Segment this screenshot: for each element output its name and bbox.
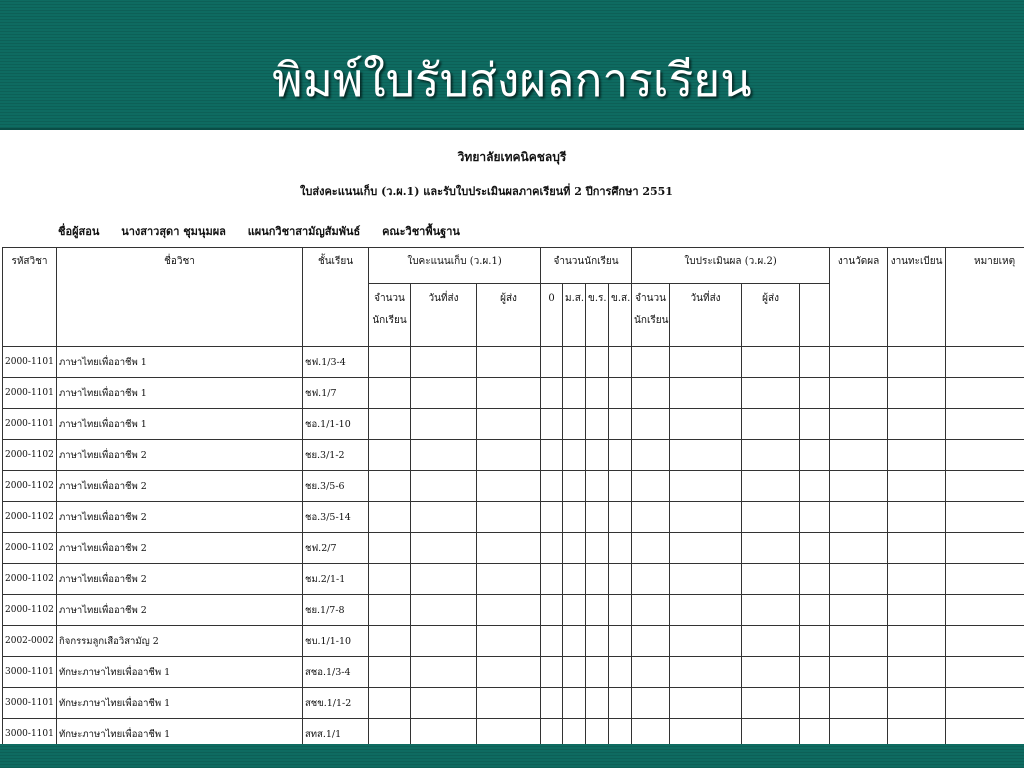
table-row: [3, 657, 1024, 688]
empty-cell: [632, 564, 670, 595]
empty-cell: [742, 409, 800, 440]
empty-cell: [830, 502, 888, 533]
row-code: 2000-1101: [3, 378, 57, 409]
empty-cell: [477, 595, 541, 626]
empty-cell: [369, 626, 411, 657]
empty-cell: [670, 595, 742, 626]
empty-cell: [369, 347, 411, 378]
empty-cell: [369, 378, 411, 409]
empty-cell: [541, 440, 563, 471]
empty-cell: [609, 533, 632, 564]
row-subject: ภาษาไทยเพื่ออาชีพ 2: [57, 471, 303, 502]
empty-cell: [411, 440, 477, 471]
empty-cell: [632, 533, 670, 564]
empty-cell: [586, 378, 609, 409]
empty-cell: [609, 347, 632, 378]
empty-cell: [541, 378, 563, 409]
empty-cell: [541, 347, 563, 378]
empty-cell: [586, 626, 609, 657]
table-row: [3, 471, 1024, 502]
empty-cell: [541, 595, 563, 626]
row-class: ชฟ.1/7: [303, 378, 369, 409]
table-body: [3, 347, 1024, 750]
subheader-blank: [800, 284, 830, 347]
empty-cell: [800, 347, 830, 378]
empty-cell: [632, 502, 670, 533]
row-code: 2000-1102: [3, 533, 57, 564]
empty-cell: [563, 409, 586, 440]
empty-cell: [369, 502, 411, 533]
row-code: 3000-1101: [3, 657, 57, 688]
report-subtitle: ใบส่งคะแนนเก็บ (ว.ผ.1) และรับใบประเมินผลภาคเรียนที่ 2 ปีการศึกษา 2551: [300, 185, 673, 198]
table-row: [3, 378, 1024, 409]
row-class: ชฟ.2/7: [303, 533, 369, 564]
empty-cell: [742, 564, 800, 595]
empty-cell: [609, 657, 632, 688]
empty-cell: [477, 440, 541, 471]
empty-cell: [632, 595, 670, 626]
empty-cell: [541, 688, 563, 719]
row-code: 2000-1101: [3, 409, 57, 440]
slide-title: พิมพ์ใบรับส่งผลการเรียน: [272, 53, 752, 107]
empty-cell: [563, 595, 586, 626]
empty-cell: [586, 471, 609, 502]
empty-cell: [609, 409, 632, 440]
empty-cell: [369, 440, 411, 471]
row-class: ชอ.1/1-10: [303, 409, 369, 440]
empty-cell: [541, 564, 563, 595]
empty-cell: [609, 378, 632, 409]
empty-cell: [888, 347, 946, 378]
empty-cell: [670, 502, 742, 533]
empty-cell: [632, 626, 670, 657]
row-class: ชฟ.1/3-4: [303, 347, 369, 378]
empty-cell: [946, 657, 1024, 688]
empty-cell: [888, 626, 946, 657]
empty-cell: [830, 471, 888, 502]
empty-cell: [563, 502, 586, 533]
empty-cell: [609, 688, 632, 719]
row-class: ชย.3/1-2: [303, 440, 369, 471]
empty-cell: [670, 533, 742, 564]
row-subject: ภาษาไทยเพื่ออาชีพ 2: [57, 595, 303, 626]
empty-cell: [800, 440, 830, 471]
header-grade-count: จำนวนนักเรียน: [541, 248, 632, 284]
row-subject: ภาษาไทยเพื่ออาชีพ 2: [57, 502, 303, 533]
table-row: [3, 688, 1024, 719]
empty-cell: [563, 440, 586, 471]
empty-cell: [563, 626, 586, 657]
empty-cell: [477, 347, 541, 378]
empty-cell: [369, 533, 411, 564]
empty-cell: [632, 440, 670, 471]
empty-cell: [609, 626, 632, 657]
empty-cell: [477, 378, 541, 409]
subheader-sender-2: ผู้ส่ง: [742, 284, 800, 347]
row-class: ชอ.3/5-14: [303, 502, 369, 533]
row-code: 3000-1101: [3, 688, 57, 719]
footer-band: [0, 744, 1024, 768]
empty-cell: [541, 533, 563, 564]
empty-cell: [632, 347, 670, 378]
empty-cell: [563, 564, 586, 595]
empty-cell: [800, 502, 830, 533]
empty-cell: [477, 471, 541, 502]
empty-cell: [830, 533, 888, 564]
empty-cell: [742, 657, 800, 688]
empty-cell: [411, 378, 477, 409]
subheader-mr: ข.ร.: [586, 284, 609, 347]
empty-cell: [586, 533, 609, 564]
empty-cell: [742, 688, 800, 719]
empty-cell: [369, 564, 411, 595]
empty-cell: [411, 471, 477, 502]
empty-cell: [411, 688, 477, 719]
empty-cell: [541, 626, 563, 657]
empty-cell: [670, 378, 742, 409]
table-row: [3, 626, 1024, 657]
empty-cell: [888, 595, 946, 626]
row-code: 2000-1102: [3, 564, 57, 595]
row-code: 2000-1102: [3, 440, 57, 471]
empty-cell: [369, 471, 411, 502]
empty-cell: [563, 657, 586, 688]
row-class: ชย.3/5-6: [303, 471, 369, 502]
header-class: ชั้นเรียน: [303, 248, 369, 347]
row-subject: ทักษะภาษาไทยเพื่ออาชีพ 1: [57, 688, 303, 719]
empty-cell: [742, 626, 800, 657]
empty-cell: [369, 409, 411, 440]
row-code: 2000-1102: [3, 471, 57, 502]
row-class: สชอ.1/3-4: [303, 657, 369, 688]
empty-cell: [670, 688, 742, 719]
empty-cell: [609, 595, 632, 626]
subheader-zero: 0: [541, 284, 563, 347]
empty-cell: [369, 688, 411, 719]
teacher-name: นางสาวสุดา ชุมนุมผล: [121, 225, 226, 238]
grade-table: [2, 247, 1024, 750]
empty-cell: [946, 533, 1024, 564]
row-code: 2000-1102: [3, 595, 57, 626]
subheader-students: จำนวนนักเรียน: [369, 284, 411, 347]
empty-cell: [632, 657, 670, 688]
empty-cell: [830, 347, 888, 378]
empty-cell: [563, 378, 586, 409]
empty-cell: [477, 409, 541, 440]
table-row: [3, 440, 1024, 471]
row-class: ชย.1/7-8: [303, 595, 369, 626]
row-subject: ภาษาไทยเพื่ออาชีพ 1: [57, 409, 303, 440]
faculty-name: คณะวิชาพื้นฐาน: [382, 225, 460, 238]
empty-cell: [411, 533, 477, 564]
empty-cell: [563, 533, 586, 564]
empty-cell: [946, 564, 1024, 595]
empty-cell: [411, 626, 477, 657]
header-code: รหัสวิชา: [3, 248, 57, 347]
empty-cell: [477, 626, 541, 657]
empty-cell: [742, 347, 800, 378]
table-row: [3, 409, 1024, 440]
empty-cell: [411, 657, 477, 688]
empty-cell: [742, 595, 800, 626]
empty-cell: [632, 378, 670, 409]
empty-cell: [632, 409, 670, 440]
empty-cell: [586, 564, 609, 595]
empty-cell: [632, 688, 670, 719]
row-subject: ภาษาไทยเพื่ออาชีพ 2: [57, 440, 303, 471]
empty-cell: [586, 409, 609, 440]
empty-cell: [888, 409, 946, 440]
table-row: [3, 502, 1024, 533]
empty-cell: [946, 347, 1024, 378]
row-class: ชบ.1/1-10: [303, 626, 369, 657]
empty-cell: [888, 564, 946, 595]
header-score-sheet: ใบคะแนนเก็บ (ว.ผ.1): [369, 248, 541, 284]
empty-cell: [670, 626, 742, 657]
header-remarks: หมายเหตุ: [946, 248, 1024, 347]
empty-cell: [670, 471, 742, 502]
subheader-sent-date-2: วันที่ส่ง: [670, 284, 742, 347]
row-code: 3000-1101: [3, 719, 57, 750]
empty-cell: [946, 409, 1024, 440]
empty-cell: [742, 471, 800, 502]
row-code: 2002-0002: [3, 626, 57, 657]
empty-cell: [800, 688, 830, 719]
empty-cell: [369, 657, 411, 688]
empty-cell: [670, 347, 742, 378]
empty-cell: [670, 409, 742, 440]
empty-cell: [586, 657, 609, 688]
empty-cell: [946, 378, 1024, 409]
row-class: ชม.2/1-1: [303, 564, 369, 595]
table-row: [3, 595, 1024, 626]
teacher-info: [58, 222, 478, 240]
empty-cell: [477, 533, 541, 564]
empty-cell: [830, 688, 888, 719]
empty-cell: [541, 471, 563, 502]
empty-cell: [586, 595, 609, 626]
empty-cell: [800, 626, 830, 657]
empty-cell: [946, 595, 1024, 626]
report-document: [0, 130, 1024, 744]
subheader-ms: ม.ส.: [563, 284, 586, 347]
row-subject: กิจกรรมลูกเสือวิสามัญ 2: [57, 626, 303, 657]
empty-cell: [742, 440, 800, 471]
header-subject: ชื่อวิชา: [57, 248, 303, 347]
empty-cell: [411, 564, 477, 595]
table-row: [3, 533, 1024, 564]
empty-cell: [609, 440, 632, 471]
empty-cell: [541, 657, 563, 688]
empty-cell: [800, 378, 830, 409]
department-name: แผนกวิชาสามัญสัมพันธ์: [247, 225, 361, 238]
empty-cell: [888, 533, 946, 564]
empty-cell: [670, 440, 742, 471]
empty-cell: [888, 378, 946, 409]
empty-cell: [477, 502, 541, 533]
empty-cell: [411, 502, 477, 533]
empty-cell: [609, 471, 632, 502]
teacher-label: ชื่อผู้สอน: [58, 225, 100, 238]
row-subject: ภาษาไทยเพื่ออาชีพ 1: [57, 378, 303, 409]
empty-cell: [946, 626, 1024, 657]
empty-cell: [888, 440, 946, 471]
college-name: วิทยาลัยเทคนิคชลบุรี: [457, 150, 567, 164]
row-subject: ภาษาไทยเพื่ออาชีพ 2: [57, 533, 303, 564]
empty-cell: [830, 409, 888, 440]
row-class: สชข.1/1-2: [303, 688, 369, 719]
row-subject: ทักษะภาษาไทยเพื่ออาชีพ 1: [57, 657, 303, 688]
empty-cell: [632, 471, 670, 502]
table-row: [3, 347, 1024, 378]
empty-cell: [563, 688, 586, 719]
empty-cell: [586, 688, 609, 719]
row-code: 2000-1102: [3, 502, 57, 533]
empty-cell: [742, 533, 800, 564]
empty-cell: [830, 595, 888, 626]
empty-cell: [800, 595, 830, 626]
empty-cell: [742, 378, 800, 409]
empty-cell: [946, 471, 1024, 502]
empty-cell: [563, 471, 586, 502]
subheader-sent-date: วันที่ส่ง: [411, 284, 477, 347]
empty-cell: [609, 502, 632, 533]
subheader-sender: ผู้ส่ง: [477, 284, 541, 347]
empty-cell: [888, 657, 946, 688]
empty-cell: [946, 688, 1024, 719]
header-registrar: งานทะเบียน: [888, 248, 946, 347]
empty-cell: [411, 347, 477, 378]
empty-cell: [670, 564, 742, 595]
row-code: 2000-1101: [3, 347, 57, 378]
subheader-students-2: จำนวนนักเรียน: [632, 284, 670, 347]
empty-cell: [411, 409, 477, 440]
empty-cell: [477, 688, 541, 719]
empty-cell: [800, 471, 830, 502]
empty-cell: [800, 409, 830, 440]
empty-cell: [586, 347, 609, 378]
empty-cell: [563, 347, 586, 378]
row-class: สทส.1/1: [303, 719, 369, 750]
empty-cell: [830, 440, 888, 471]
empty-cell: [800, 564, 830, 595]
empty-cell: [888, 688, 946, 719]
header-evaluator: งานวัดผล: [830, 248, 888, 347]
empty-cell: [830, 657, 888, 688]
empty-cell: [369, 595, 411, 626]
empty-cell: [541, 502, 563, 533]
empty-cell: [609, 564, 632, 595]
empty-cell: [586, 502, 609, 533]
empty-cell: [830, 564, 888, 595]
empty-cell: [742, 502, 800, 533]
row-subject: ทักษะภาษาไทยเพื่ออาชีพ 1: [57, 719, 303, 750]
row-subject: ภาษาไทยเพื่ออาชีพ 2: [57, 564, 303, 595]
empty-cell: [541, 409, 563, 440]
empty-cell: [477, 657, 541, 688]
empty-cell: [946, 440, 1024, 471]
empty-cell: [670, 657, 742, 688]
empty-cell: [888, 502, 946, 533]
subheader-ks: ข.ส.: [609, 284, 632, 347]
table-row: [3, 564, 1024, 595]
empty-cell: [830, 378, 888, 409]
empty-cell: [411, 595, 477, 626]
empty-cell: [830, 626, 888, 657]
empty-cell: [800, 533, 830, 564]
empty-cell: [946, 502, 1024, 533]
row-subject: ภาษาไทยเพื่ออาชีพ 1: [57, 347, 303, 378]
empty-cell: [477, 564, 541, 595]
empty-cell: [800, 657, 830, 688]
header-eval-sheet: ใบประเมินผล (ว.ผ.2): [632, 248, 830, 284]
empty-cell: [586, 440, 609, 471]
empty-cell: [888, 471, 946, 502]
